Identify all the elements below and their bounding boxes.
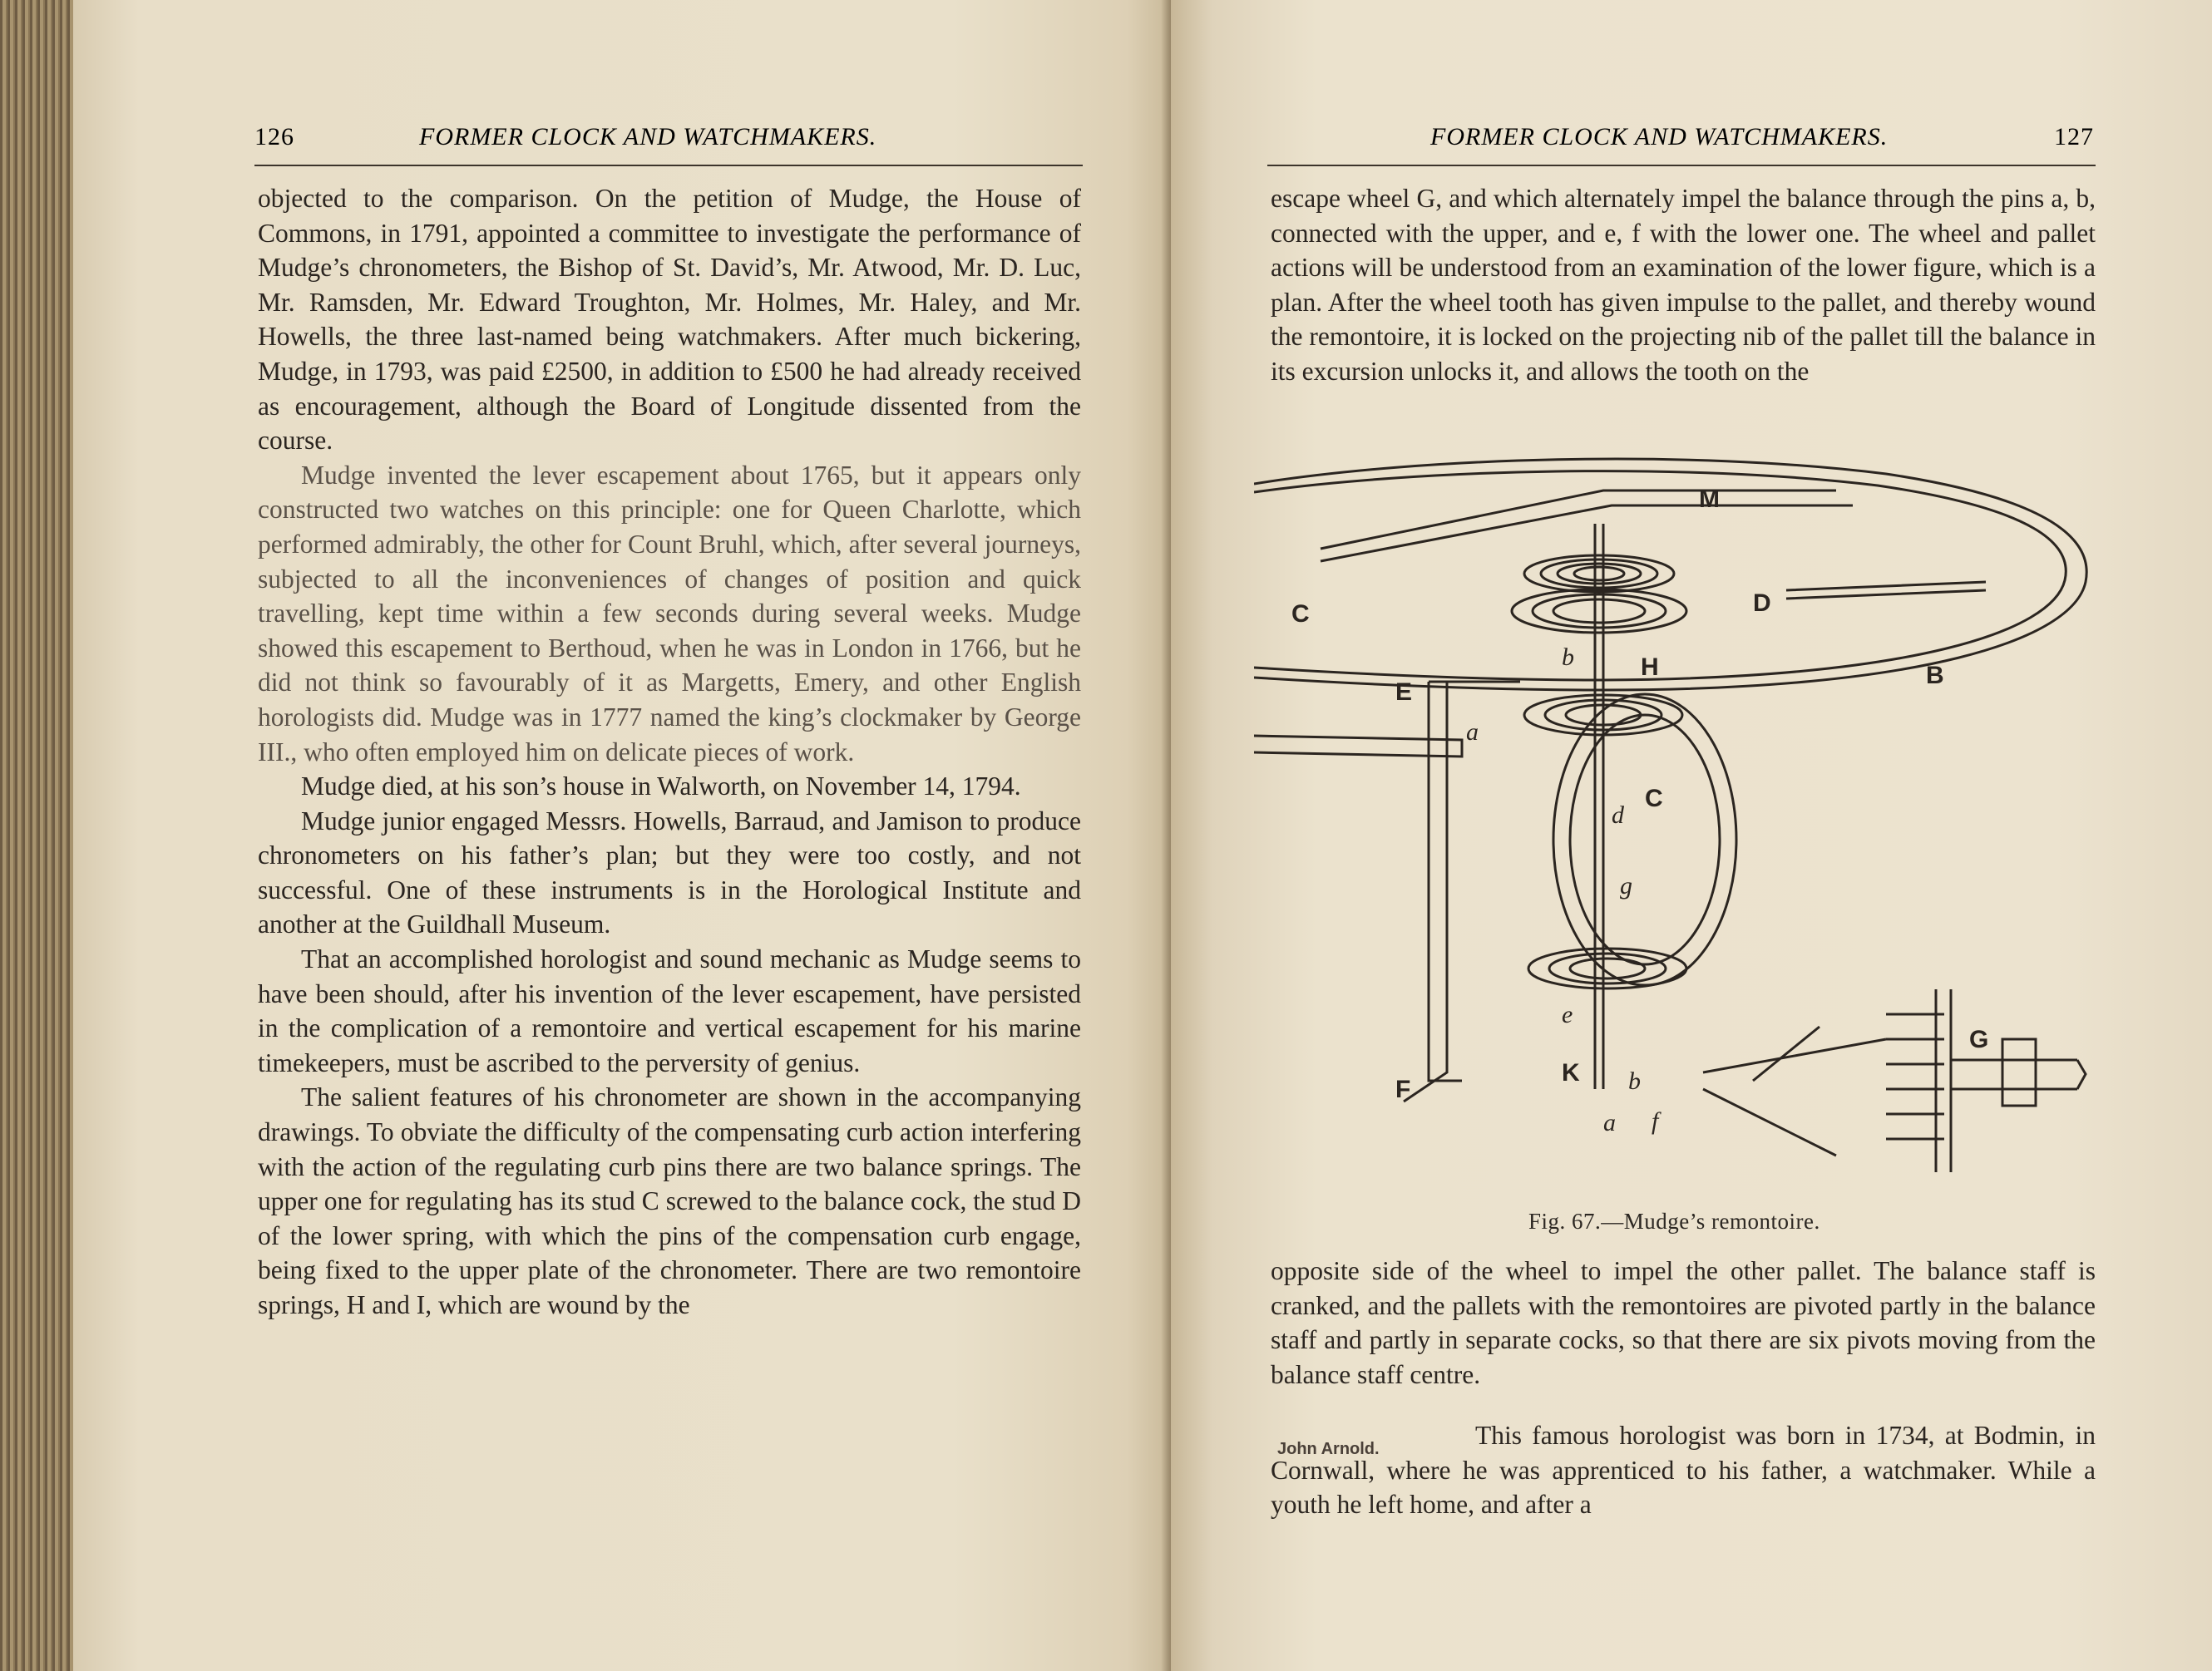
balance-rim-inner [1254, 471, 2066, 680]
pinion [2002, 1039, 2036, 1106]
right-bottom-text [1271, 1418, 2096, 1522]
figure-label: G [1969, 1026, 1989, 1053]
upper-spring [1524, 555, 1674, 592]
figure-label: b [1628, 1067, 1641, 1095]
paragraph: escape wheel G, and which alternately impel the balance through the pins a, b, connected with the upper, and e, f with the lower one. The wheel and pallet actions will be understood from an examination of the lower figure, which is a plan. After the wheel tooth has given impulse to the pallet, and thereby wound the remontoire, it is locked on the projecting nib of the pallet till the balance in its excursion unlocks it, and allows the tooth on the [1271, 184, 2096, 386]
balance-rim [1254, 459, 2086, 690]
right-running-head [1414, 123, 2104, 156]
right-running-title: FORMER CLOCK AND WATCHMAKERS. [1430, 123, 1889, 150]
lower-balance-spring [1512, 589, 1686, 633]
figure-label: D [1753, 589, 1771, 617]
figure-label: e [1562, 1001, 1573, 1028]
figure-label: a [1466, 718, 1479, 746]
figure-label: F [1395, 1076, 1411, 1103]
right-page-number: 127 [2054, 123, 2094, 150]
figure-label: g [1620, 872, 1632, 900]
figure-caption: Fig. 67.—Mudge’s remontoire. [1528, 1209, 1820, 1234]
paragraph: objected to the comparison. On the petition of Mudge, the House of Commons, in 1791, appointed a committee to investigate the performance of Mudge’s chronometers, the Bishop of St. David’s, Mr. Atwood, Mr. D. Luc, Mr. Ramsden, Mr. Edward Troughton, Mr. Holmes, Mr. Haley, and Mr. Howells, the three last-named being watchmakers. After much bickering, Mudge, in 1793, was paid £2500, in addition to £500 he had already received as encouragement, although the Board of Longitude dissented from the course. [258, 184, 1081, 456]
lower-arm [1254, 736, 1462, 757]
arbor [1951, 1060, 2086, 1089]
paragraph: This famous horologist was born in 1734, at Bodmin, in Cornwall, where he was apprenticed to his father, a watchmaker. While a youth he left home, and after a [1271, 1421, 2096, 1520]
figure-label: a [1603, 1109, 1616, 1136]
escape-wheel-plan [1936, 989, 1951, 1172]
cock-arm [1321, 490, 1853, 561]
figure-label: d [1612, 801, 1624, 829]
left-running-title: FORMER CLOCK AND WATCHMAKERS. [419, 123, 877, 150]
figure-label: C [1645, 785, 1663, 812]
side-note: John Arnold. [1277, 1440, 1380, 1458]
paragraph: Mudge died, at his son’s house in Walworth, on November 14, 1794. [301, 771, 1021, 801]
figure-label: C [1291, 600, 1310, 628]
figure-label: f [1652, 1107, 1659, 1135]
paragraph: Mudge invented the lever escapement about 1765, but it appears only constructed two watches on this principle: one for Queen Charlotte, which performed admirably, the other for Count Bruhl, which, after several journeys, subjected to all the inconveniences of changes of position and quick travelling, kept time within a few seconds during several weeks. Mudge showed this escapement to Berthoud, when he was in London in 1766, but he did not think so favourably of it as Margetts, Emery, and other English horologists did. Mudge was in 1777 named the king’s clockmaker by George III., who often employed him on delicate pieces of work. [258, 460, 1081, 766]
left-running-head [254, 123, 1086, 156]
paragraph: opposite side of the wheel to impel the other pallet. The balance staff is cranked, and the pallets with the remontoires are pivoted partly in the balance staff and partly in separate cocks, so that there are six pivots moving from the balance staff centre. [1271, 1256, 2096, 1389]
right-header-rule [1267, 165, 2096, 166]
figure-label: H [1641, 653, 1659, 681]
escape-wheel [1553, 694, 1736, 985]
book-page-edges [0, 0, 73, 1671]
left-header-rule [254, 165, 1083, 166]
figure-label: B [1926, 662, 1944, 689]
paragraph: That an accomplished horologist and sound mechanic as Mudge seems to have been should, after his invention of the lever escapement, have persisted in the complication of a remontoire and vertical escapement for his marine timekeepers, must be ascribed to the perversity of genius. [258, 944, 1081, 1077]
right-middle-text [1271, 1254, 2096, 1392]
balance-arm [1786, 582, 1986, 599]
pallet-arms [1703, 1027, 1886, 1156]
paragraph: Mudge junior engaged Messrs. Howells, Barraud, and Jamison to produce chronometers on his father’s plan; but they were too costly, and not successful. One of these instruments is in the Horological Institute and another at the Guildhall Museum. [258, 806, 1081, 939]
figure-label: K [1562, 1059, 1580, 1087]
figure-label: E [1395, 678, 1413, 706]
left-body-text [258, 181, 1081, 1323]
paragraph: The salient features of his chronometer are shown in the accompanying drawings. To obviate the difficulty of the compensating curb action interfering with the action of the regulating curb pins there are two balance springs. The upper one for regulating has its stud C screwed to the balance cock, the stud D of the lower spring, with which the pins of the compensation curb engage, being fixed to the upper plate of the chronometer. There are two remontoire springs, H and I, which are wound by the [258, 1082, 1081, 1319]
remontoire-figure [1254, 441, 2094, 1214]
figure-label: M [1699, 486, 1720, 513]
figure-label: b [1562, 643, 1574, 671]
left-page-number: 126 [254, 123, 294, 150]
right-top-text [1271, 181, 2096, 389]
